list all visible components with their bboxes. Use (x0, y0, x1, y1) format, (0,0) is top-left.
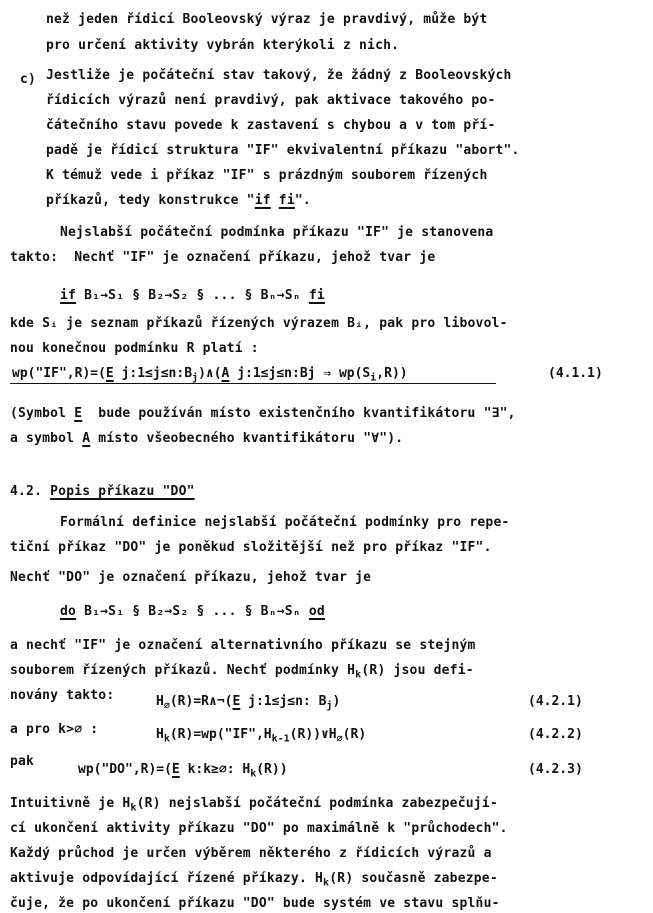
text-line: a nechť "IF" je označení alternativního příkazu se stejným (10, 638, 476, 653)
do-construct: do B₁→S₁ § B₂→S₂ § ... § Bₙ→Sₙ od (60, 604, 325, 619)
text-line: a symbol A místo všeobecného kvantifikátoru "∀"). (10, 431, 404, 446)
od-keyword: od (308, 604, 325, 619)
text-line: čuje, že po ukončení příkazu "DO" bude systém ve stavu splňu- (10, 896, 500, 911)
text-line: Každý průchod je určen výběrem některého z řídicích výrazů a (10, 846, 492, 861)
text-line: (Symbol E bude používán místo existenčního kvantifikátoru "∃", (10, 406, 516, 421)
text-line: a pro k>∅ : (10, 722, 99, 737)
section-heading (10, 484, 195, 499)
text-line: pro určení aktivity vybrán kterýkoli z nich. (46, 38, 400, 53)
if-keyword: if (60, 288, 77, 303)
text-line: takto: Nechť "IF" je označení příkazu, jehož tvar je (10, 250, 436, 265)
equation-underline (10, 383, 496, 384)
text-line: tiční příkaz "DO" je poněkud složitější než pro příkaz "IF". (10, 540, 492, 555)
equation-4-1-1: wp("IF",R)=(E $j:1\le j\le n:B_j)\wedge(A$ j:1≤j≤n:Bj ⇒ $wp(S_i,R)$) (12, 366, 408, 384)
equation-4-2-1: $H_\emptyset(R)=R\wedge\neg(E$ j:1≤j≤n: $B_j$) (156, 694, 341, 712)
equation-number: (4.2.3) (528, 762, 583, 777)
text-line: nou konečnou podmínku R platí : (10, 341, 259, 356)
text-line: padě je řídicí struktura "IF" ekvivalentní příkazu "abort". (46, 143, 520, 158)
text-line: K témuž vede i příkaz "IF" s prázdným souborem řízených (46, 168, 488, 183)
do-keyword: do (60, 604, 77, 619)
text-line: souborem řízených příkazů. Nechť podmínky $H_k(R)$ jsou defi- (10, 663, 474, 681)
equation-4-2-3: wp("DO",R)=(E k:k≥∅: $H_k(R)$) (78, 762, 288, 780)
if-construct: if B₁→S₁ § B₂→S₂ § ... § Bₙ→Sₙ fi (60, 288, 325, 303)
if-keyword: if (254, 193, 271, 208)
text-line: čátečního stavu povede k zastavení s chybou a v tom pří- (46, 118, 496, 133)
text-line: řídicích výrazů není pravdivý, pak aktivace takového po- (46, 93, 496, 108)
text-line: Jestliže je počáteční stav takový, že žádný z Booleovských (46, 68, 512, 83)
fi-keyword: fi (308, 288, 325, 303)
equation-number: (4.2.2) (528, 727, 583, 742)
section-title: Popis příkazu "DO" (50, 484, 195, 499)
text-line: kde Sᵢ je seznam příkazů řízených výrazem Bᵢ, pak pro libovol- (10, 316, 508, 331)
equation-4-2-2: $H_k(R)=wp("IF",H_{k-1}(R))\vee H_\emptyset(R)$ (156, 727, 367, 745)
text-line: Formální definice nejslabší počáteční podmínky pro repe- (60, 515, 510, 530)
equation-number: (4.1.1) (548, 366, 603, 381)
text-line: příkazů, tedy konstrukce "if fi". (46, 193, 311, 208)
text-line: Intuitivně je $H_k(R)$ nejslabší počáteční podmínka zabezpečují- (10, 796, 498, 814)
text-line: aktivuje odpovídající řízené příkazy. $H_k(R)$ současně zabezpe- (10, 871, 498, 889)
fi-keyword: fi (278, 193, 295, 208)
text-line: novány takto: (10, 688, 115, 703)
text-line: Nejslabší počáteční podmínka příkazu "IF" je stanovena (60, 225, 494, 240)
text-line: než jeden řídicí Booleovský výraz je pravdivý, může být (46, 12, 488, 27)
equation-number: (4.2.1) (528, 694, 583, 709)
text-line: cí ukončení aktivity příkazu "DO" po maximálně k "průchodech". (10, 821, 508, 836)
section-number: 4.2. (10, 484, 43, 499)
text-line: pak (10, 754, 35, 769)
list-label: c) (20, 72, 37, 87)
text-line: Nechť "DO" je označení příkazu, jehož tvar je (10, 570, 372, 585)
